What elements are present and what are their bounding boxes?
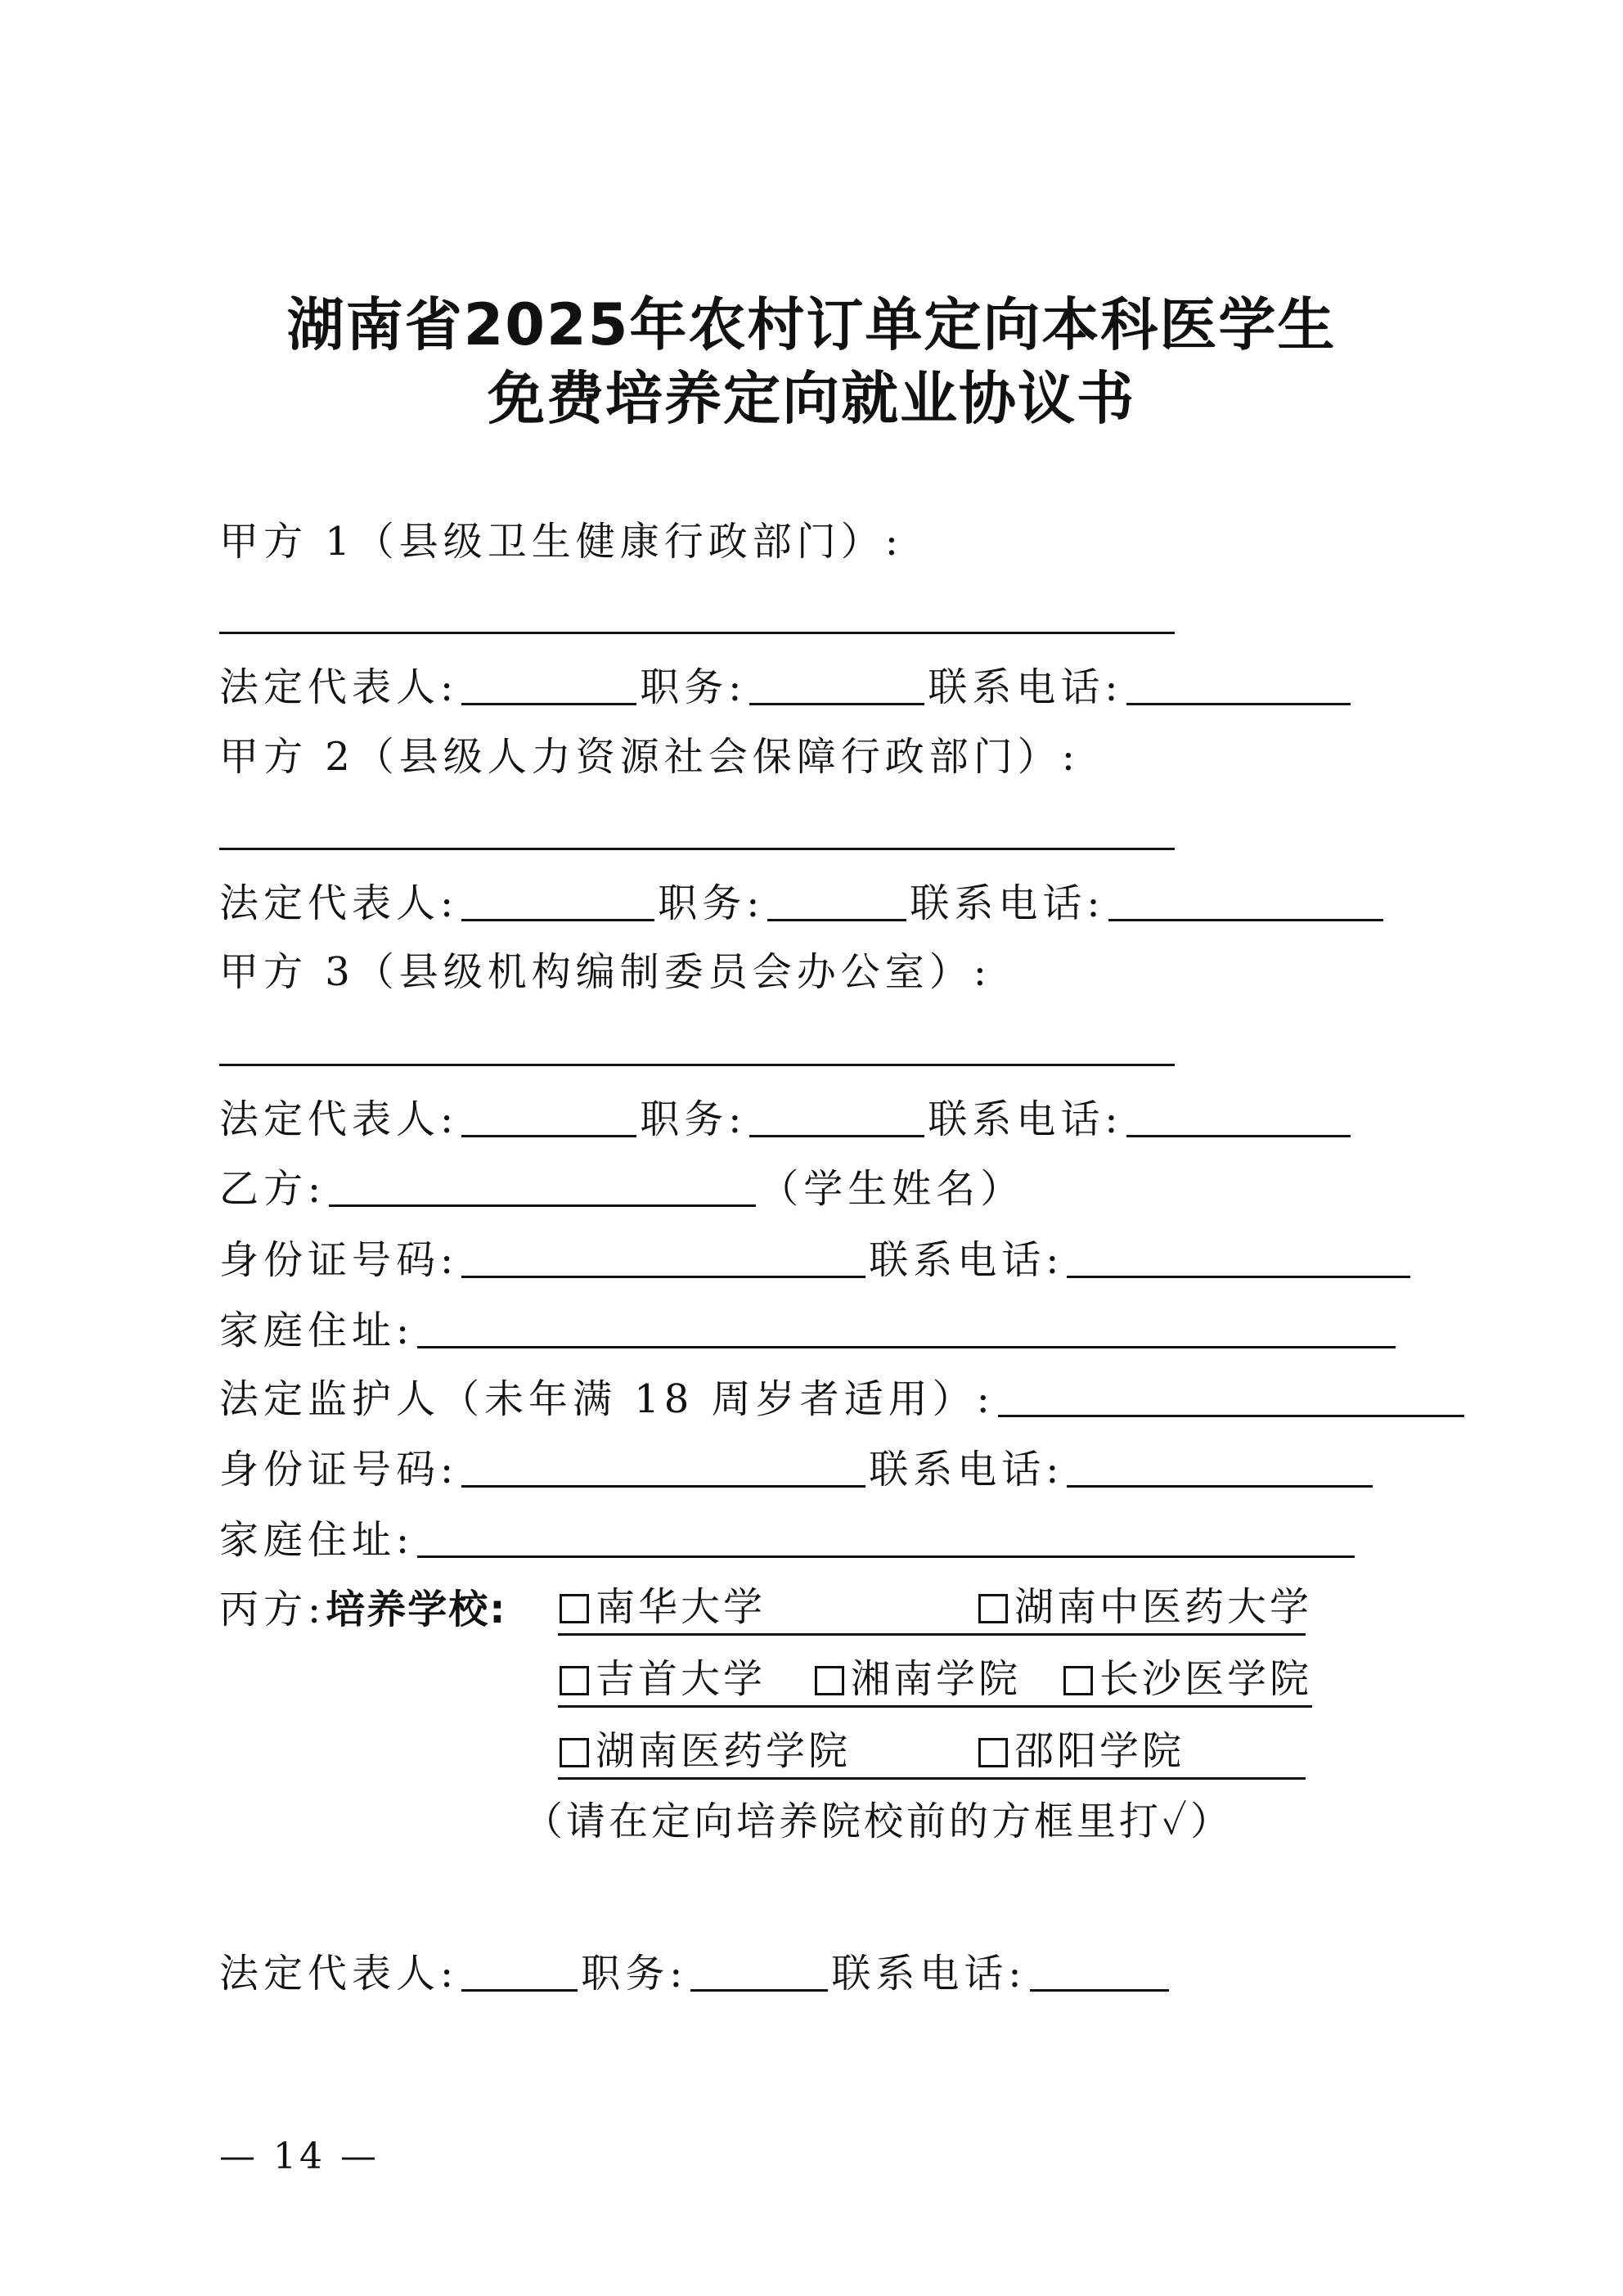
checkbox-icon[interactable] xyxy=(1063,1666,1093,1695)
post-label: 职务: xyxy=(581,1951,688,1997)
guardian-id-row xyxy=(219,1445,1376,1494)
rep-field[interactable] xyxy=(461,667,636,705)
checkbox-icon[interactable] xyxy=(560,1594,589,1623)
checkbox-icon[interactable] xyxy=(978,1738,1008,1767)
school-option-xiangnan[interactable]: 湘南学院 xyxy=(815,1654,1021,1704)
rep-label: 法定代表人: xyxy=(219,1096,459,1142)
school-option-hunan-medical[interactable]: 湖南医药学院 xyxy=(560,1727,851,1776)
post-label: 职务: xyxy=(640,1096,747,1142)
id-label: 身份证号码: xyxy=(219,1237,459,1283)
page-number: — 14 — xyxy=(219,2136,380,2177)
party-a1-heading xyxy=(219,517,903,566)
party-c-rep-row xyxy=(219,1949,1172,1998)
guardian-name-field[interactable] xyxy=(998,1379,1464,1417)
party-b-label: 乙方: xyxy=(219,1166,326,1212)
rep-field[interactable] xyxy=(461,1099,636,1137)
address-field[interactable] xyxy=(417,1310,1396,1348)
party-c-row xyxy=(219,1585,506,1634)
party-a1-name-field[interactable] xyxy=(219,632,1175,634)
party-a2-name-field[interactable] xyxy=(219,848,1175,850)
phone-field[interactable] xyxy=(1126,1099,1351,1137)
party-a3-heading xyxy=(219,948,991,997)
checkbox-icon[interactable] xyxy=(560,1666,589,1695)
checkbox-icon[interactable] xyxy=(815,1666,844,1695)
party-a3-name-field[interactable] xyxy=(219,1064,1175,1066)
school-row3-underline xyxy=(558,1777,1306,1780)
phone-label: 联系电话: xyxy=(928,664,1123,710)
guardian-id-label: 身份证号码: xyxy=(219,1447,459,1492)
school-option-shaoyang[interactable]: 邵阳学院 xyxy=(978,1727,1185,1776)
phone-field[interactable] xyxy=(1030,1953,1169,1992)
party-a2-label: 甲方 2（县级人力资源社会保障行政部门）: xyxy=(219,734,1080,780)
phone-label: 联系电话: xyxy=(910,880,1105,926)
id-field[interactable] xyxy=(461,1240,865,1278)
checkbox-icon[interactable] xyxy=(560,1738,589,1767)
school-instruction: （请在定向培养院校前的方框里打✓） xyxy=(524,1799,1233,1844)
phone-label: 联系电话: xyxy=(869,1237,1064,1283)
guardian-phone-field[interactable] xyxy=(1067,1449,1373,1488)
student-name-field[interactable] xyxy=(329,1168,756,1207)
post-label: 职务: xyxy=(658,880,765,926)
checkbox-icon[interactable] xyxy=(978,1594,1008,1623)
party-b-row xyxy=(219,1164,1024,1213)
post-field[interactable] xyxy=(767,883,906,921)
party-a3-label: 甲方 3（县级机构编制委员会办公室）: xyxy=(219,949,991,995)
school-row1-underline xyxy=(558,1633,1306,1636)
school-row2-underline xyxy=(558,1705,1312,1708)
rep-label: 法定代表人: xyxy=(219,880,459,926)
guardian-address-label: 家庭住址: xyxy=(219,1517,415,1563)
phone-label: 联系电话: xyxy=(831,1951,1027,1997)
guardian-label: 法定监护人（未年满 18 周岁者适用）: xyxy=(219,1376,995,1422)
school-option-jishou[interactable]: 吉首大学 xyxy=(560,1654,766,1704)
party-c-label: 丙方: xyxy=(219,1587,326,1632)
school-option-nanhua[interactable]: 南华大学 xyxy=(560,1582,766,1632)
phone-field[interactable] xyxy=(1067,1240,1410,1278)
guardian-row xyxy=(219,1375,1468,1424)
party-a1-label: 甲方 1（县级卫生健康行政部门）: xyxy=(219,519,903,565)
party-a2-rep-row xyxy=(219,879,1387,928)
rep-label: 法定代表人: xyxy=(219,1951,459,1997)
address-label: 家庭住址: xyxy=(219,1308,415,1353)
party-b-id-row xyxy=(219,1236,1414,1285)
party-a3-rep-row xyxy=(219,1095,1354,1144)
party-b-address-row xyxy=(219,1306,1399,1355)
rep-label: 法定代表人: xyxy=(219,664,459,710)
guardian-phone-label: 联系电话: xyxy=(869,1447,1064,1492)
phone-field[interactable] xyxy=(1126,667,1351,705)
post-field[interactable] xyxy=(749,667,924,705)
student-name-hint: （学生姓名） xyxy=(759,1166,1025,1212)
document-title-line2: 免费培养定向就业协议书 xyxy=(488,365,1135,432)
school-option-hunan-tcm[interactable]: 湖南中医药大学 xyxy=(978,1582,1312,1632)
rep-field[interactable] xyxy=(461,883,654,921)
guardian-id-field[interactable] xyxy=(461,1449,865,1488)
party-a1-rep-row xyxy=(219,663,1354,712)
school-label: 培养学校: xyxy=(326,1587,507,1632)
post-label: 职务: xyxy=(640,664,747,710)
rep-field[interactable] xyxy=(461,1953,578,1992)
document-title-line1: 湖南省2025年农村订单定向本科医学生 xyxy=(286,291,1337,358)
post-field[interactable] xyxy=(690,1953,828,1992)
phone-field[interactable] xyxy=(1108,883,1383,921)
party-a2-heading xyxy=(219,732,1080,781)
guardian-address-row xyxy=(219,1515,1358,1564)
school-option-changsha-medical[interactable]: 长沙医学院 xyxy=(1063,1654,1312,1704)
post-field[interactable] xyxy=(749,1099,924,1137)
phone-label: 联系电话: xyxy=(928,1096,1123,1142)
guardian-address-field[interactable] xyxy=(417,1519,1355,1558)
